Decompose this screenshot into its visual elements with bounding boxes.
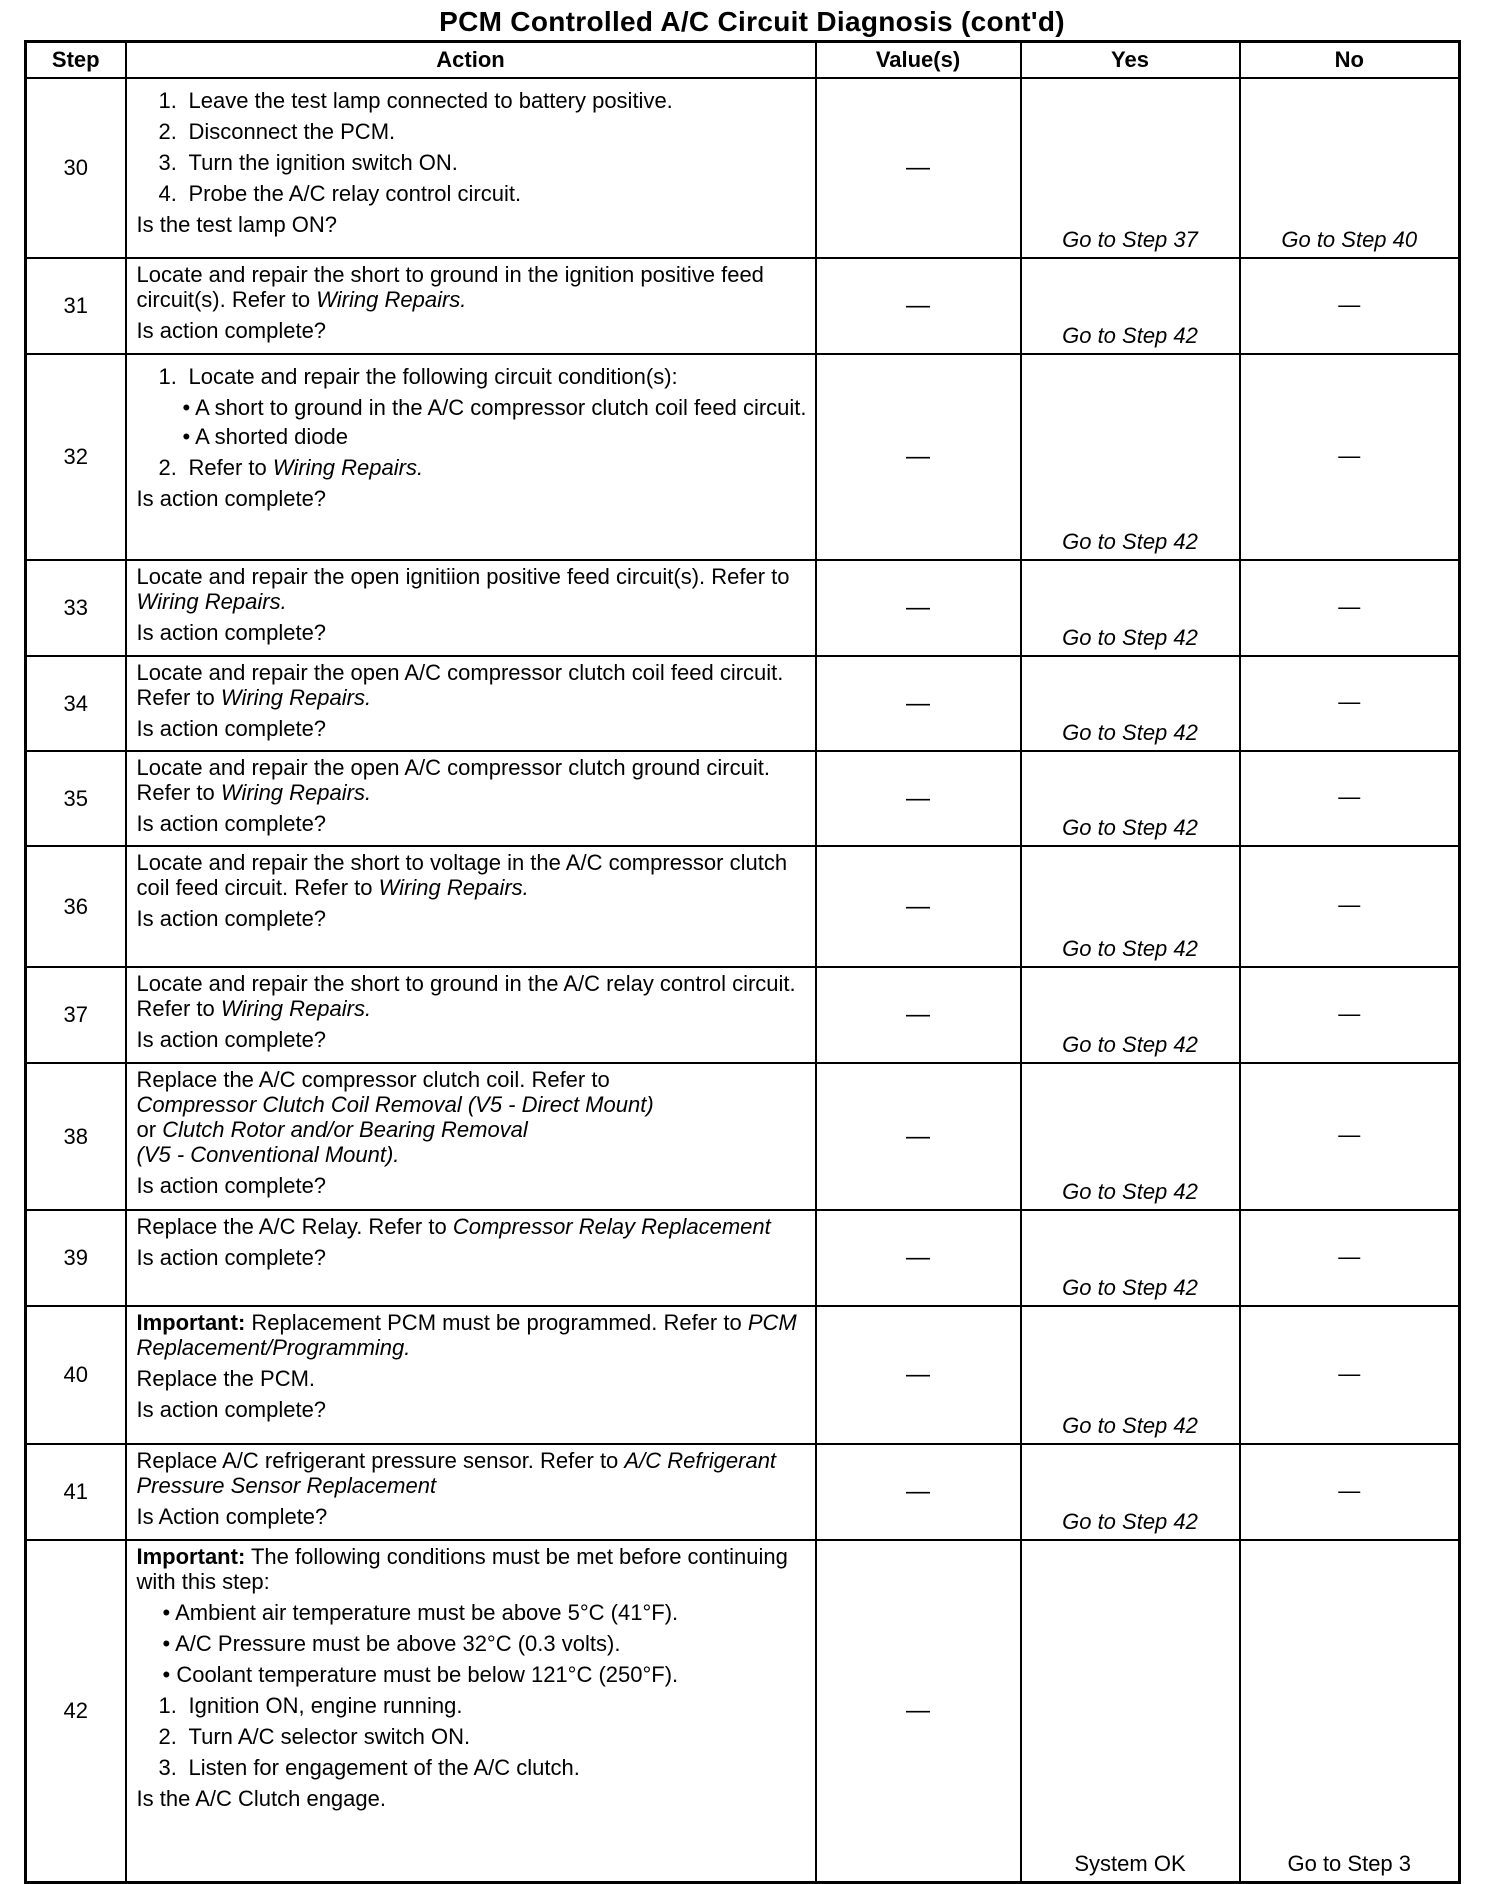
table-row (26, 751, 1460, 846)
table-row (26, 1063, 1460, 1210)
action-question: Is action complete? (136, 906, 327, 931)
yes-cell: Go to Step 42 (1021, 560, 1240, 656)
no-cell: — (1240, 560, 1460, 656)
action-cell (126, 1306, 816, 1444)
action-text: Replace A/C refrigerant pressure sensor. Refer to (136, 1448, 619, 1473)
header-yes: Yes (1021, 42, 1240, 79)
action-reference: Compressor Relay Replacement (452, 1214, 771, 1239)
table-row (26, 1306, 1460, 1444)
value-cell: — (816, 1063, 1021, 1210)
action-cell (126, 1444, 816, 1540)
table-row (26, 258, 1460, 354)
action-reference: Wiring Repairs. (220, 780, 372, 805)
value-cell: — (816, 846, 1021, 967)
no-cell: — (1240, 1444, 1460, 1540)
value-cell: — (816, 1210, 1021, 1306)
step-number: 39 (26, 1210, 126, 1306)
value-cell: — (816, 1540, 1021, 1882)
action-item: Locate and repair the following circuit condition(s): (188, 364, 678, 389)
yes-cell: Go to Step 42 (1021, 1210, 1240, 1306)
action-reference: Clutch Rotor and/or Bearing Removal (162, 1117, 528, 1142)
step-number: 37 (26, 967, 126, 1063)
no-cell: Go to Step 3 (1240, 1540, 1460, 1882)
document-title: PCM Controlled A/C Circuit Diagnosis (cont'd) (439, 6, 1065, 37)
no-cell: — (1240, 656, 1460, 751)
table-row (26, 656, 1460, 751)
action-question: Is action complete? (136, 318, 327, 343)
action-cell (126, 258, 816, 354)
table-row (26, 1540, 1460, 1882)
action-text: Locate and repair the short to ground in the ignition positive feed circuit(s). Refer to (136, 262, 764, 312)
action-item: Probe the A/C relay control circuit. (188, 181, 522, 206)
action-bullet: Ambient air temperature must be above 5°C (41°F). (175, 1600, 679, 1625)
no-cell: Go to Step 40 (1240, 78, 1460, 258)
action-reference: Wiring Repairs. (316, 287, 467, 312)
action-cell (126, 967, 816, 1063)
action-reference: Wiring Repairs. (272, 455, 424, 480)
value-cell: — (816, 560, 1021, 656)
action-text: Replace the A/C compressor clutch coil. Refer to (136, 1067, 610, 1092)
yes-cell: Go to Step 42 (1021, 751, 1240, 846)
step-number: 32 (26, 354, 126, 560)
action-cell (126, 751, 816, 846)
action-bullet: A short to ground in the A/C compressor clutch coil feed circuit. (195, 395, 807, 420)
action-question: Is action complete? (136, 486, 327, 511)
header-row (26, 42, 1460, 79)
action-cell (126, 656, 816, 751)
step-number: 40 (26, 1306, 126, 1444)
action-question: Is Action complete? (136, 1504, 328, 1529)
value-cell: — (816, 258, 1021, 354)
action-question: Is the test lamp ON? (136, 212, 338, 237)
table-row (26, 560, 1460, 656)
action-reference: Compressor Clutch Coil Removal (V5 - Direct Mount) (136, 1092, 654, 1117)
yes-cell: Go to Step 42 (1021, 258, 1240, 354)
action-question: Is action complete? (136, 1027, 327, 1052)
yes-cell: Go to Step 42 (1021, 656, 1240, 751)
no-cell: — (1240, 846, 1460, 967)
value-cell: — (816, 1306, 1021, 1444)
no-cell: — (1240, 258, 1460, 354)
table-row (26, 354, 1460, 560)
important-note: The following conditions must be met before continuing with this step: (136, 1544, 788, 1594)
step-number: 31 (26, 258, 126, 354)
table-row (26, 1444, 1460, 1540)
header-step: Step (26, 42, 126, 79)
no-cell: — (1240, 751, 1460, 846)
no-cell: — (1240, 967, 1460, 1063)
action-text: Locate and repair the open ignitiion positive feed circuit(s). Refer to (136, 564, 790, 589)
action-bullet: A shorted diode (195, 424, 349, 449)
action-item: Disconnect the PCM. (188, 119, 396, 144)
table-row (26, 1210, 1460, 1306)
yes-cell: Go to Step 37 (1021, 78, 1240, 258)
action-reference: Wiring Repairs. (378, 875, 529, 900)
action-item: Leave the test lamp connected to battery positive. (188, 88, 673, 113)
action-question: Is action complete? (136, 811, 327, 836)
step-number: 36 (26, 846, 126, 967)
action-text: Replace the A/C Relay. Refer to (136, 1214, 447, 1239)
yes-cell: Go to Step 42 (1021, 1444, 1240, 1540)
no-cell: — (1240, 354, 1460, 560)
action-question: Is the A/C Clutch engage. (136, 1786, 386, 1811)
action-question: Is action complete? (136, 716, 327, 741)
step-number: 35 (26, 751, 126, 846)
value-cell: — (816, 751, 1021, 846)
action-question: Is action complete? (136, 1173, 327, 1198)
action-cell: 1. Leave the test lamp connected to battery positive. 2. Disconnect the PCM. 3. Turn the ignition switch ON. 4. Probe the A/C relay control circuit. Is the test lamp ON? (126, 78, 816, 258)
value-cell: — (816, 1444, 1021, 1540)
step-number: 34 (26, 656, 126, 751)
header-action: Action (126, 42, 816, 79)
yes-cell: Go to Step 42 (1021, 354, 1240, 560)
action-question: Is action complete? (136, 1245, 327, 1270)
yes-cell: Go to Step 42 (1021, 1063, 1240, 1210)
action-text: Replace the PCM. (136, 1366, 316, 1391)
action-text: Locate and repair the open A/C compressor clutch coil feed circuit. Refer to (136, 660, 784, 710)
yes-cell: Go to Step 42 (1021, 967, 1240, 1063)
action-cell (126, 560, 816, 656)
action-reference: (V5 - Conventional Mount). (136, 1142, 400, 1167)
important-label: Important: (136, 1310, 246, 1335)
step-number: 42 (26, 1540, 126, 1882)
action-bullet: A/C Pressure must be above 32°C (0.3 volts). (175, 1631, 621, 1656)
action-item: Ignition ON, engine running. (188, 1693, 463, 1718)
action-reference: Wiring Repairs. (220, 996, 372, 1021)
action-cell: 1. Locate and repair the following circuit condition(s): • A short to ground in the A/C compressor clutch coil feed circuit. • A shorted diode 2. Refer to Wiring Repairs. Is action complete? (126, 354, 816, 560)
action-cell (126, 846, 816, 967)
action-item: Turn the ignition switch ON. (188, 150, 458, 175)
action-item: Refer to (188, 455, 267, 480)
important-label: Important: (136, 1544, 246, 1569)
step-number: 41 (26, 1444, 126, 1540)
no-cell: — (1240, 1063, 1460, 1210)
header-no: No (1240, 42, 1460, 79)
action-reference: PCM Replacement/Programming. (136, 1310, 797, 1360)
diagnosis-table (24, 40, 1461, 1884)
value-cell: — (816, 78, 1021, 258)
step-number: 30 (26, 78, 126, 258)
action-cell (126, 1210, 816, 1306)
action-reference: Wiring Repairs. (220, 685, 372, 710)
action-reference: A/C Refrigerant Pressure Sensor Replacement (136, 1448, 777, 1498)
table-row (26, 846, 1460, 967)
no-cell: — (1240, 1210, 1460, 1306)
yes-cell: System OK (1021, 1540, 1240, 1882)
action-item: Listen for engagement of the A/C clutch. (188, 1755, 580, 1780)
action-item: Turn A/C selector switch ON. (188, 1724, 471, 1749)
action-question: Is action complete? (136, 620, 327, 645)
action-text: Locate and repair the short to voltage in the A/C compressor clutch coil feed circuit. Refer to (136, 850, 788, 900)
action-text: Locate and repair the open A/C compressor clutch ground circuit. Refer to (136, 755, 770, 805)
step-number: 33 (26, 560, 126, 656)
yes-cell: Go to Step 42 (1021, 1306, 1240, 1444)
step-number: 38 (26, 1063, 126, 1210)
action-cell: Important: The following conditions must be met before continuing with this step: • Ambient air temperature must be above 5°C (41°F). • A/C Pressure must be above 32°C (0.3 volts). • Coolant temperature must be below 121°C (250°F). 1. Ignition ON, engine running. 2. Turn A/C selector switch ON. 3. Listen for engagement of the A/C clutch. Is the A/C Clutch engage. (126, 1540, 816, 1882)
action-reference: Wiring Repairs. (136, 589, 287, 614)
action-question: Is action complete? (136, 1397, 327, 1422)
yes-cell: Go to Step 42 (1021, 846, 1240, 967)
header-values: Value(s) (816, 42, 1021, 79)
value-cell: — (816, 354, 1021, 560)
table-row (26, 967, 1460, 1063)
action-cell (126, 1063, 816, 1210)
value-cell: — (816, 656, 1021, 751)
value-cell: — (816, 967, 1021, 1063)
table-row (26, 78, 1460, 258)
important-note: Replacement PCM must be programmed. Refer to (251, 1310, 742, 1335)
no-cell: — (1240, 1306, 1460, 1444)
action-text-or: or (136, 1117, 157, 1142)
action-text: Locate and repair the short to ground in the A/C relay control circuit. Refer to (136, 971, 796, 1021)
action-bullet: Coolant temperature must be below 121°C (250°F). (176, 1662, 679, 1687)
